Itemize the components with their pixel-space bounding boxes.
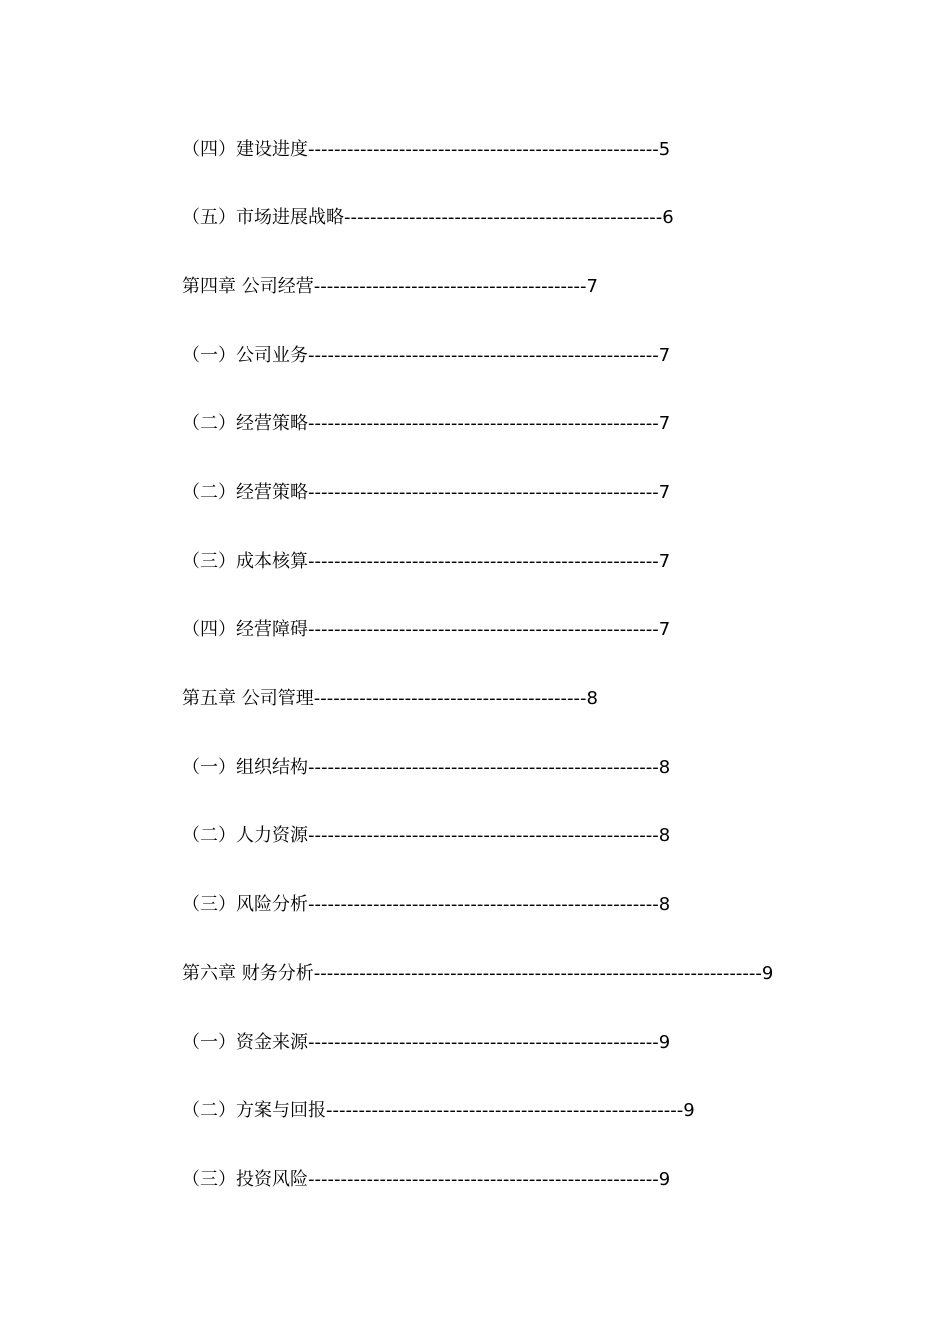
toc-entry-page-number: 9	[658, 1032, 671, 1053]
toc-entry-org-structure	[182, 756, 670, 780]
toc-entry-leader: ------------------------------------------------------	[308, 619, 659, 640]
toc-entry-leader: -------------------------------------------------	[344, 207, 663, 228]
toc-entry-human-resources	[182, 824, 670, 848]
toc-entry-page-number: 9	[683, 1100, 695, 1121]
toc-entry-leader: ------------------------------------------	[313, 688, 587, 709]
toc-entry-title: （二）经营策略	[182, 413, 308, 434]
toc-entry-page-number: 8	[586, 688, 598, 709]
toc-entry-leader: ------------------------------------------------------	[308, 825, 659, 846]
toc-entry-business-obstacles	[182, 618, 670, 642]
toc-entry-investment-risk	[182, 1168, 670, 1192]
toc-entry-leader: ------------------------------------------------------	[308, 551, 659, 572]
toc-entry-page-number: 7	[658, 482, 671, 503]
toc-entry-leader: ---------------------------------------------------------------------	[313, 963, 762, 984]
toc-entry-page-number: 7	[658, 345, 671, 366]
toc-entry-title: 第六章 财务分析	[182, 963, 314, 984]
toc-entry-page-number: 7	[586, 276, 598, 297]
toc-entry-leader: ------------------------------------------------------	[308, 413, 659, 434]
toc-entry-leader: ------------------------------------------------------	[308, 139, 659, 160]
toc-entry-title: （四）经营障碍	[182, 619, 308, 640]
toc-entry-page-number: 8	[658, 757, 671, 778]
toc-entry-page-number: 7	[658, 619, 671, 640]
toc-entry-title: （二）经营策略	[182, 482, 308, 503]
toc-entry-funding-sources	[182, 1031, 670, 1055]
toc-entry-title: （二）人力资源	[182, 825, 308, 846]
toc-entry-leader: ------------------------------------------------------	[308, 1032, 659, 1053]
toc-chapter-four	[182, 275, 598, 299]
toc-entry-leader: ------------------------------------------------------	[308, 345, 659, 366]
toc-entry-construction-progress	[182, 138, 670, 162]
toc-entry-business-strategy	[182, 412, 670, 436]
toc-entry-title: （一）公司业务	[182, 345, 308, 366]
toc-entry-leader: ------------------------------------------------------	[308, 482, 659, 503]
toc-entry-page-number: 9	[761, 963, 774, 984]
toc-entry-page-number: 7	[658, 551, 671, 572]
toc-entry-leader: ------------------------------------------------------	[308, 894, 659, 915]
toc-entry-title: （一）组织结构	[182, 757, 308, 778]
toc-entry-risk-analysis	[182, 893, 670, 917]
toc-entry-title: （三）投资风险	[182, 1169, 308, 1190]
toc-entry-leader: ------------------------------------------------------	[308, 1169, 659, 1190]
toc-entry-cost-accounting	[182, 550, 670, 574]
toc-entry-title: （三）成本核算	[182, 551, 308, 572]
toc-entry-title: （四）建设进度	[182, 139, 308, 160]
toc-entry-page-number: 8	[658, 894, 671, 915]
toc-entry-leader: -------------------------------------------------------	[326, 1100, 684, 1121]
toc-entry-page-number: 8	[658, 825, 671, 846]
toc-entry-page-number: 9	[658, 1169, 671, 1190]
toc-entry-title: 第五章 公司管理	[182, 688, 314, 709]
toc-entry-page-number: 5	[658, 139, 671, 160]
toc-entry-title: （二）方案与回报	[182, 1100, 326, 1121]
toc-entry-market-strategy	[182, 206, 674, 230]
toc-entry-title: （三）风险分析	[182, 894, 308, 915]
toc-entry-company-business	[182, 344, 670, 368]
toc-entry-leader: ------------------------------------------	[313, 276, 587, 297]
toc-entry-leader: ------------------------------------------------------	[308, 757, 659, 778]
toc-entry-title: （一）资金来源	[182, 1032, 308, 1053]
toc-entry-title: （五）市场进展战略	[182, 207, 344, 228]
toc-entry-page-number: 6	[662, 207, 674, 228]
toc-entry-page-number: 7	[658, 413, 671, 434]
toc-chapter-five	[182, 687, 598, 711]
toc-chapter-six	[182, 962, 773, 986]
toc-entry-title: 第四章 公司经营	[182, 276, 314, 297]
toc-entry-business-strategy-duplicate	[182, 481, 670, 505]
toc-entry-plan-and-returns	[182, 1099, 695, 1123]
